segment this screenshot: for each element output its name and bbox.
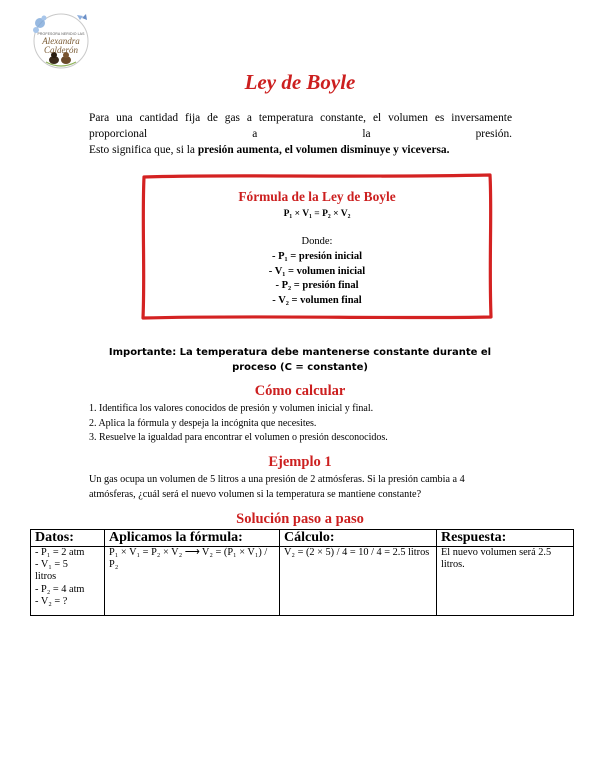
formula-cell: P₁ × V₁ = P₂ × V₂ ⟶ V₂ = (P₁ × V₁) / P₂: [105, 547, 280, 616]
logo-name: [30, 37, 92, 55]
logo-name-first: Alexandra: [42, 36, 80, 46]
column-header: Cálculo:: [280, 530, 437, 547]
logo: [30, 10, 92, 72]
intro-line-1: Para una cantidad fija de gas a temperatura constante, el volumen es inversamente: [89, 112, 512, 124]
list-item: 2. Aplica la fórmula y despeja la incógnita que necesites.: [89, 417, 317, 429]
calculo-cell: V₂ = (2 × 5) / 4 = 10 / 4 = 2.5 litros: [280, 547, 437, 616]
section-heading-solucion: Solución paso a paso: [236, 511, 364, 527]
column-header: Respuesta:: [437, 530, 574, 547]
intro-line-3: [89, 144, 449, 156]
example-text: Un gas ocupa un volumen de 5 litros a una presión de 2 atmósferas. Si la presión cambia a 4 atmósferas, ¿cuál será el nuevo volumen si la temperatura se mantiene constante?: [89, 474, 465, 500]
page-title: Ley de Boyle: [244, 70, 356, 94]
datos-cell: [31, 547, 105, 616]
solution-table: [30, 529, 574, 616]
dato-line: litros: [35, 571, 57, 583]
dato-line: - V₂ = ?: [35, 595, 68, 607]
intro-line-2: proporcional a la presión.: [89, 128, 512, 140]
section-heading-como-calcular: Cómo calcular: [254, 383, 346, 399]
important-note: Importante: La temperatura debe mantenerse constante durante el proceso (C = constante): [108, 347, 492, 373]
formula-item: - P₁ = presión inicial: [271, 251, 363, 262]
respuesta-cell: El nuevo volumen será 2.5 litros.: [437, 547, 574, 616]
intro-line-3-prefix: Esto significa que, si la: [89, 144, 198, 156]
formula-donde: Donde:: [301, 236, 333, 247]
table-row: [31, 547, 574, 616]
steps-list: [89, 402, 388, 446]
column-header: Datos:: [31, 530, 105, 547]
logo-tagline: PROFESORA NERIDIO LAS: [37, 32, 85, 36]
formula-item: - V₁ = volumen inicial: [268, 265, 366, 277]
column-header: Aplicamos la fórmula:: [105, 530, 280, 547]
formula-box: [140, 172, 494, 320]
dato-line: - V₁ = 5: [35, 559, 68, 571]
formula-item: - P₂ = presión final: [275, 280, 359, 291]
section-heading-ejemplo: Ejemplo 1: [268, 454, 332, 470]
intro-line-3-bold: presión aumenta, el volumen disminuye y viceversa.: [197, 144, 450, 156]
list-item: 3. Resuelve la igualdad para encontrar el volumen o presión desconocidos.: [89, 432, 388, 443]
table-header-row: [31, 530, 574, 547]
dato-line: - P₂ = 4 atm: [35, 583, 85, 595]
formula-item: - V₂ = volumen final: [272, 294, 362, 306]
intro-paragraph: [89, 110, 512, 158]
formula-title: Fórmula de la Ley de Boyle: [238, 189, 396, 204]
formula-items: [140, 250, 494, 308]
list-item: 1. Identifica los valores conocidos de presión y volumen inicial y final.: [89, 403, 374, 414]
dato-line: - P₁ = 2 atm: [35, 547, 85, 558]
logo-name-last: Calderón: [43, 45, 78, 55]
formula-equation: P₁ × V₁ = P₂ × V₂: [283, 209, 351, 219]
